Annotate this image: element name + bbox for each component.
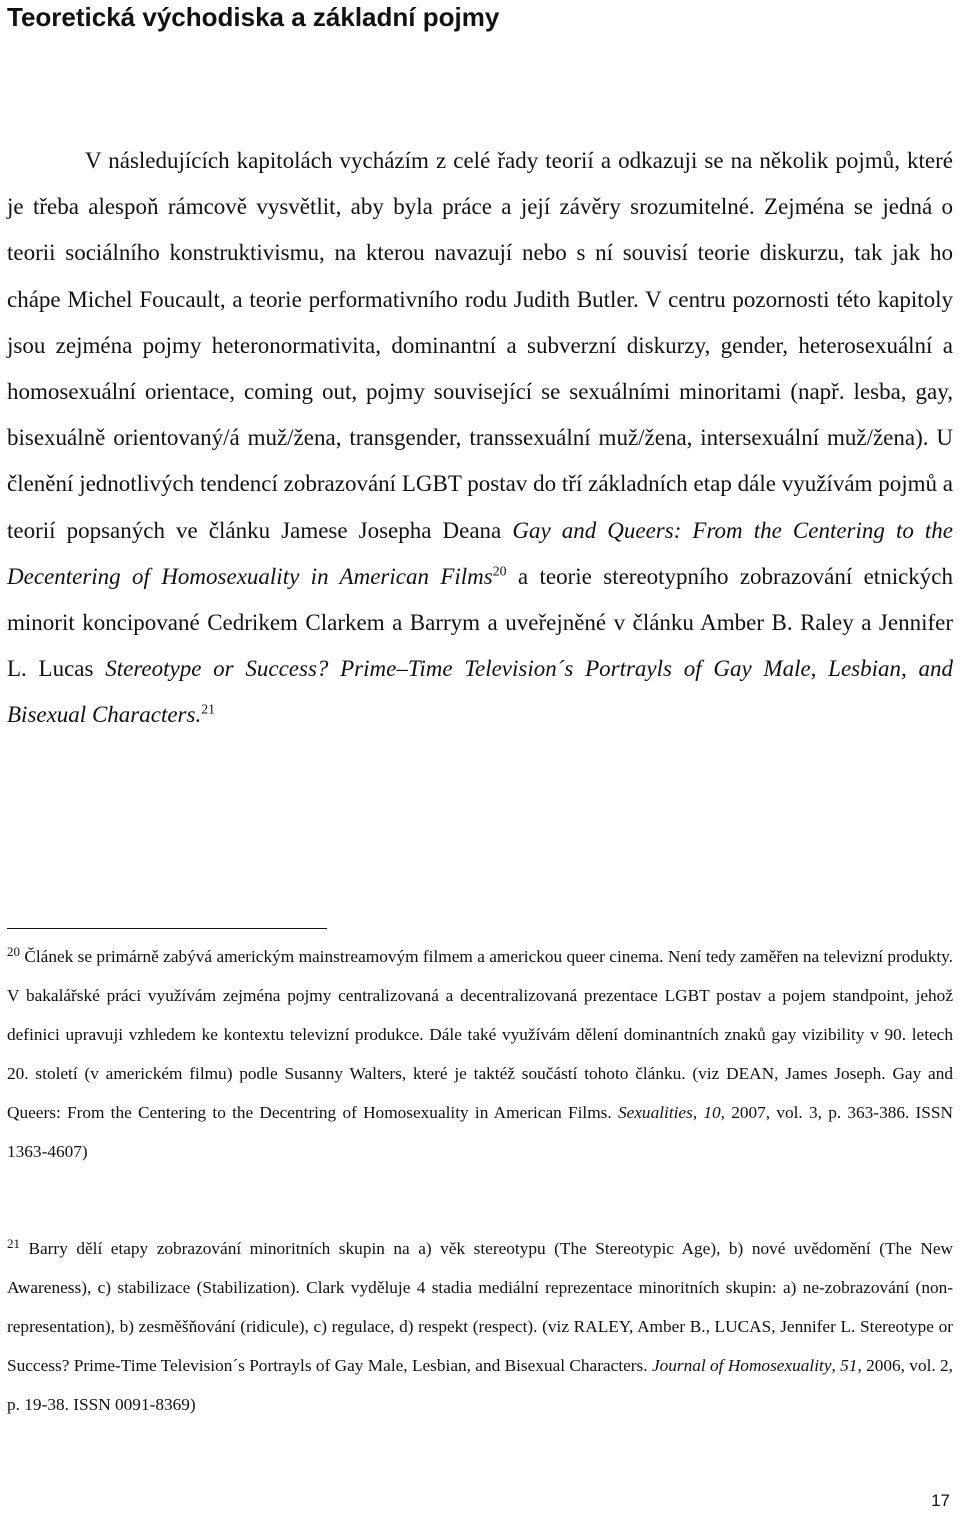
footnote-21-text: Barry dělí etapy zobrazování minoritních skupin na a) věk stereotypu (The Stereotypic Age), b) nové uvědomění (The New Awareness), c) stabilizace (Stabilization). Clark vyděluje 4 stadia mediální reprezentace minoritních skupin: a) ne-zobrazování (non-representation), b) zesměšňování (ridicule), c) regulace, d) respekt (respect). (viz RALEY, Amber B., LUCAS, Jennifer L. Stereotype or Success? Prime-Time Television´s Portrayls of Gay Male, Lesbian, and Bisexual Characters.	[7, 1239, 953, 1375]
footnote-20-volume: 10	[703, 1103, 721, 1122]
footnote-20-journal: Sexualities	[617, 1103, 693, 1122]
footnote-20	[7, 937, 953, 1171]
body-text-part2: a teorie stereotypního zobrazování etnických minorit koncipované Cedrikem Clarkem a Barrym a uveřejněné v článku Amber B. Raley a Jennifer L. Lucas	[7, 563, 953, 682]
cited-title-raley-lucas: Stereotype or Success? Prime–Time Television´s Portrayls of Gay Male, Lesbian, and Bisexual Characters.	[7, 656, 954, 728]
footnote-ref-21[interactable]: 21	[201, 701, 215, 717]
footnote-20-details: , 2007, vol. 3, p. 363-386. ISSN 1363-4607)	[7, 1103, 954, 1161]
footnote-mark-20: 20	[7, 944, 20, 959]
footnote-21-sep: ,	[831, 1356, 841, 1375]
body-paragraph	[7, 138, 953, 739]
cited-title-dean: Gay and Queers: From the Centering to the Decentering of Homosexuality in American Films	[7, 517, 953, 589]
footnote-21-details: , 2006, vol. 2, p. 19-38. ISSN 0091-8369)	[7, 1356, 954, 1414]
footnote-21-journal: Journal of Homosexuality	[651, 1356, 832, 1375]
body-text-part1: V následujících kapitolách vycházím z celé řady teorií a odkazuji se na několik pojmů, které je třeba alespoň rámcově vysvětlit, aby byla práce a její závěry srozumitelné. Zejména se jedná o teorii sociálního konstruktivismu, na kterou navazují nebo s ní souvisí teorie diskurzu, tak jak ho chápe Michel Foucault, a teorie performativního rodu Judith Butler. V centru pozornosti této kapitoly jsou zejména pojmy heteronormativita, dominantní a subverzní diskurzy, gender, heterosexuální a homosexuální orientace, coming out, pojmy související se sexuálními minoritami (např. lesba, gay, bisexuálně orientovaný/á muž/žena, transgender, transsexuální muž/žena, intersexuální muž/žena). U členění jednotlivých tendencí zobrazování LGBT postav do tří základních etap dále využívám pojmů a teorií popsaných ve článku Jamese Josepha Deana	[7, 148, 953, 543]
footnote-20-sep: ,	[692, 1103, 704, 1122]
page-number: 17	[931, 1491, 950, 1510]
footnote-21-volume: 51	[840, 1356, 858, 1375]
section-heading: Teoretická východiska a základní pojmy	[7, 2, 500, 32]
footnote-ref-20[interactable]: 20	[492, 563, 507, 579]
footnote-separator	[7, 928, 327, 929]
footnote-20-text: Článek se primárně zabývá americkým mainstreamovým filmem a americkou queer cinema. Není tedy zaměřen na televizní produkty. V bakalářské práci využívám zejména pojmy centralizovaná a decentralizovaná prezentace LGBT postav a pojem standpoint, jehož definici upravuji vzhledem ke kontextu televizní produkce. Dále také využívám dělení dominantních znaků gay vizibility v 90. letech 20. století (v americkém filmu) podle Susanny Walters, které je taktéž součástí tohoto článku. (viz DEAN, James Joseph. Gay and Queers: From the Centering to the Decentring of Homosexuality in American Films.	[7, 947, 953, 1122]
footnote-mark-21: 21	[7, 1236, 20, 1251]
footnote-21	[7, 1229, 953, 1424]
